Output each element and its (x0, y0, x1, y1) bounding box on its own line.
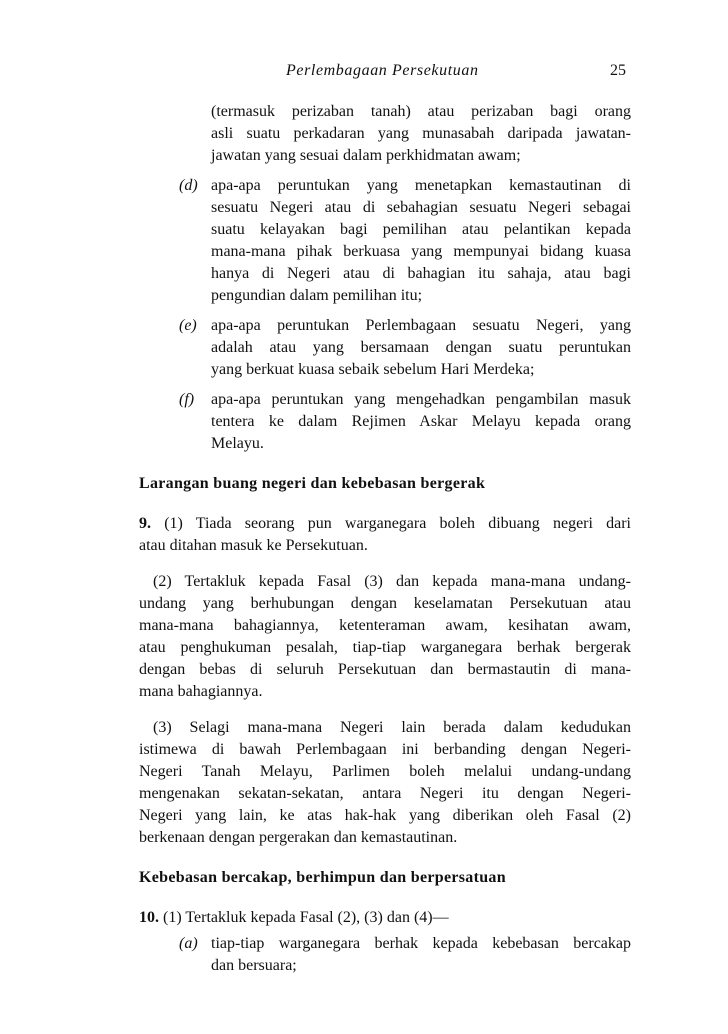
text-line: berkenaan dengan pergerakan dan kemastautinan. (139, 829, 458, 846)
text-line: Negeri Tanah Melayu, Parlimen boleh melalui undang-undang (139, 763, 631, 780)
text-line: Melayu. (211, 435, 264, 452)
text-line: atau ditahan masuk ke Persekutuan. (139, 537, 368, 554)
text-line: tentera ke dalam Rejimen Askar Melayu kepada orang (211, 413, 631, 430)
text-line: atau penghukuman pesalah, tiap-tiap warganegara berhak bergerak (139, 639, 631, 656)
text-line: (2) Tertakluk kepada Fasal (3) dan kepada mana-mana undang- (153, 573, 631, 590)
clause-text: (1) Tertakluk kepada Fasal (2), (3) dan (4)— (163, 909, 449, 926)
text-line: tiap-tiap warganegara berhak kepada kebebasan bercakap (211, 935, 631, 952)
section-9-heading: Larangan buang negeri dan kebebasan bergerak (139, 475, 486, 492)
item-label: (f) (179, 391, 195, 408)
text-line: asli suatu perkadaran yang munasabah daripada jawatan- (211, 125, 631, 142)
text-line (139, 907, 631, 929)
text-line: (termasuk perizaban tanah) atau perizaban bagi orang (211, 103, 631, 120)
text-line: mana-mana pihak berkuasa yang mempunyai bidang kuasa (211, 243, 631, 260)
list-item-f (179, 389, 631, 455)
text-line: undang yang berhubungan dengan keselamatan Persekutuan atau (139, 595, 631, 612)
clause-text: (1) Tiada seorang pun warganegara boleh dibuang negeri dari (164, 515, 632, 532)
text-line: sesuatu Negeri atau di sebahagian sesuatu Negeri sebagai (211, 199, 631, 216)
header-title: Perlembagaan Persekutuan (286, 62, 479, 79)
text-line: pengundian dalam pemilihan itu; (211, 287, 423, 304)
text-line: jawatan yang sesuai dalam perkhidmatan awam; (211, 147, 521, 164)
section-9-clause-2 (139, 571, 631, 703)
text-line: adalah atau yang bersamaan dengan suatu peruntukan (211, 339, 631, 356)
section-number: 10. (139, 909, 159, 926)
text-line: dengan bebas di seluruh Persekutuan dan bermastautin di mana- (139, 661, 631, 678)
text-line: (3) Selagi mana-mana Negeri lain berada dalam kedudukan (153, 719, 631, 736)
text-line: yang berkuat kuasa sebaik sebelum Hari Merdeka; (211, 361, 535, 378)
text-line: mana bahagiannya. (139, 683, 263, 700)
text-line: apa-apa peruntukan yang menetapkan kemastautinan di (211, 177, 631, 194)
page-number: 25 (610, 62, 626, 79)
text-line: istimewa di bawah Perlembagaan ini berbanding dengan Negeri- (139, 741, 631, 758)
text-line: apa-apa peruntukan Perlembagaan sesuatu Negeri, yang (211, 317, 631, 334)
text-line: suatu kelayakan bagi pemilihan atau pelantikan kepada (211, 221, 631, 238)
section-number: 9. (139, 515, 151, 532)
page-body (139, 101, 631, 977)
list-item-e (179, 315, 631, 381)
item-label: (e) (179, 317, 197, 334)
continuation-text (211, 101, 631, 167)
item-label: (d) (179, 177, 198, 194)
section-10-clause-1 (139, 907, 631, 929)
list-item-d (179, 175, 631, 307)
text-line: dan bersuara; (211, 957, 297, 974)
text-line: Negeri yang lain, ke atas hak-hak yang diberikan oleh Fasal (2) (139, 807, 631, 824)
text-line (139, 513, 631, 535)
section-10-heading: Kebebasan bercakap, berhimpun dan berpersatuan (139, 869, 506, 886)
section-9-clause-1 (139, 513, 631, 557)
running-header (0, 62, 728, 86)
text-line: mengenakan sekatan-sekatan, antara Negeri itu dengan Negeri- (139, 785, 631, 802)
item-label: (a) (179, 935, 198, 952)
text-line: hanya di Negeri atau di bahagian itu sahaja, atau bagi (211, 265, 631, 282)
text-line: mana-mana bahagiannya, ketenteraman awam, kesihatan awam, (139, 617, 631, 634)
text-line: apa-apa peruntukan yang mengehadkan pengambilan masuk (211, 391, 631, 408)
list-item-a (179, 933, 631, 977)
section-9-clause-3 (139, 717, 631, 849)
